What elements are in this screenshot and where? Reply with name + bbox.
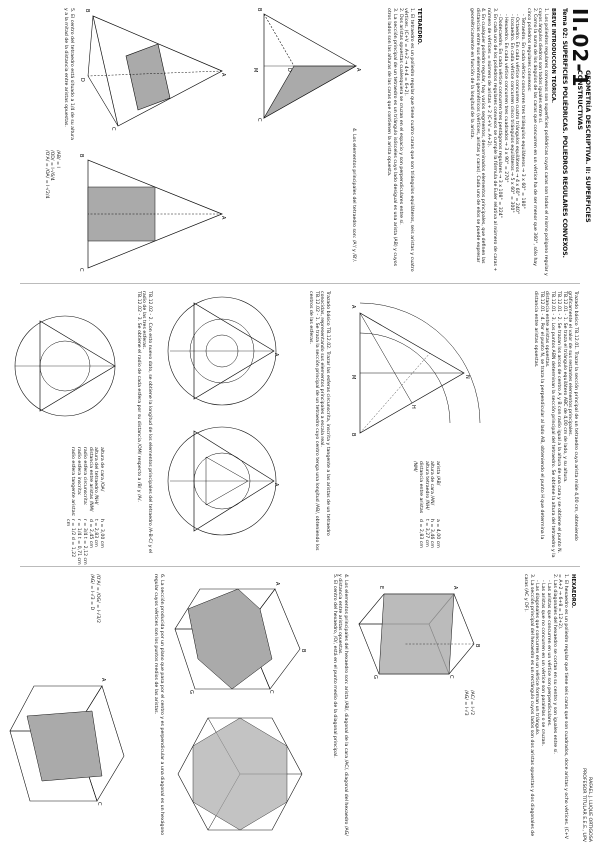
svg-text:B: B <box>84 9 90 13</box>
svg-text:G: G <box>188 690 194 694</box>
exercise-1-figure <box>340 293 490 453</box>
result-value: h = 3,46 cm <box>429 519 435 548</box>
tetrahedron-heading: TETRAEDRO. <box>416 8 422 45</box>
svg-text:A: A <box>100 678 106 682</box>
step: TB.12.01 - 1. Se traza el triángulo equilátero ABC de 4,00 cm de lado, y su altura. <box>561 291 567 483</box>
hexahedron-text-1 <box>522 574 568 840</box>
hexa-para: 3. La sección principal del hexaedro es un rectángulo cuyos lados son dos aristas opuestas y dos diagonales de caras (AC y DF). <box>523 574 534 837</box>
intro-para: 3. En cada uno de los poliedros regulares convexos se cumple la fórmula de Euler relativa al número de caras + número de vértices = número de aristas + 2 (C+V = A+2). <box>485 8 497 272</box>
hexa-para: 2. Las diagonales del hexaedro se cortan en su centro y son iguales entre sí. <box>551 574 557 754</box>
tetra-centre-note <box>63 8 74 143</box>
svg-text:B: B <box>300 649 306 653</box>
step: TB.12.01 - 4. Por el punto N, se traza la perpendicular al lado AB, obteniendo el punto H que determina la distancia entre aristas opuestas. <box>533 291 544 540</box>
formula: /AC/ = l·√2 <box>469 690 474 716</box>
svg-text:C: C <box>78 268 84 272</box>
exercise-2-spheres-figure <box>162 291 282 561</box>
result-label: distancia entre aristas /NM/ <box>412 461 423 514</box>
tetra-formulas <box>43 150 60 270</box>
svg-text:M: M <box>252 68 258 73</box>
result-value: d = 2,83 cm <box>417 519 423 548</box>
intro-text <box>468 8 548 278</box>
result-value: r = 1/4 t = 0,71 cm <box>76 519 82 565</box>
sheet-title: GEOMETRÍA DESCRIPTIVA. II: SUPERFICIES CONSTRUCTIVAS <box>576 70 592 223</box>
sheet-number: II.02-1 <box>568 8 592 88</box>
result-label: altura de cara /AN/ <box>429 461 435 506</box>
sheet-subtitle: Tema 02: SUPERFICIES POLIÉDRICAS. POLIEDROS REGULARES CONVEXOS. <box>561 8 568 258</box>
hexa-para: 1. El hexaedro es un poliedro regular que tiene seis caras que son cuadrados, doce aristas y ocho vértices. (C+V = A+2 → 6+8 = 12+2). <box>557 574 568 840</box>
svg-text:A: A <box>220 73 226 77</box>
hexahedron-figure-2 <box>170 574 310 704</box>
result-label: radio esfera tangente aristas: <box>70 447 76 517</box>
author-name: RAFAEL J. LUQUE ORTIGOSA <box>587 777 592 842</box>
intro-para: - Octaedro. En cada vértice concurren cuatro triángulos equiláteros → 4 x 60° = 240° <box>514 14 520 215</box>
svg-text:A: A <box>274 582 280 586</box>
result-label: arista /AB/ <box>435 461 440 486</box>
formula: /AG/ = l·√3 <box>463 690 469 716</box>
hexa-para: - Las aristas que concurren en un vértice son perpendiculares. <box>545 580 551 727</box>
svg-text:A: A <box>350 305 356 309</box>
result-value: r = 1/2 d = 1,22 cm <box>64 519 76 558</box>
svg-text:C: C <box>96 802 102 806</box>
hexa-para: 4. Los elementos principales del hexaedro son: arista /AB/, diagonal de la cara /AC/, diagonal del hexaedro /AG/ y distancia entre aristas opuestas. <box>337 574 348 836</box>
exercise-3-figure <box>10 291 120 441</box>
svg-text:C: C <box>268 690 274 694</box>
svg-text:G: G <box>372 675 378 679</box>
tetra-principal-elements <box>350 128 356 278</box>
svg-text:N: N <box>464 375 470 379</box>
tetra-para: 2. Dos aristas opuestas cualesquiera se cruzan en el espacio y son perpendiculares entre sí. <box>397 8 403 225</box>
svg-text:A: A <box>220 216 226 220</box>
svg-text:B: B <box>256 8 262 12</box>
svg-text:B: B <box>350 433 356 437</box>
tetrahedron-figure-2 <box>78 6 228 136</box>
step: TB.12.01 - 2. Se trazan los arcos de centro A y B con radio igual a la altura de una cara y se obtiene el punto N. <box>555 291 561 554</box>
svg-text:E: E <box>378 586 384 590</box>
hexahedron-figure-4 <box>7 666 132 816</box>
result-value: r = 3/4 t = 2,12 cm <box>81 519 87 565</box>
step: TB.12.02 - 1. Se traza la sección principal de un tetraedro cuyo centro tenga una longitud /AB/, obteniendo los centros de las esferas. <box>307 291 319 551</box>
author-block <box>581 726 592 842</box>
result-label: radio esfera circunscrita: <box>81 447 87 506</box>
intro-heading: BREVE INTRODUCCIÓN TEÓRICA. <box>550 8 556 103</box>
result-value: t = 3,27 cm <box>423 519 429 547</box>
hexahedron-figure-3 <box>170 708 310 840</box>
intro-para: - Dodecaedro. En cada vértice concurren tres pentágonos regulares → 3 x 108° = 324° <box>497 14 503 219</box>
intro-para: 1. Los poliedros regulares convexos son superficies poliédricas cuyas caras son todas el mismo polígono regular y cuyos ángulos diedros son todos iguales entre sí. <box>537 8 548 276</box>
hexa-formula-block <box>463 690 474 840</box>
svg-text:A: A <box>273 353 279 357</box>
formula: /AG/ = l·√3 = D <box>89 574 95 611</box>
exercise-1-steps <box>532 291 578 559</box>
formula: /O'A/ = /OG/ = l·√3/2 <box>95 574 100 623</box>
intro-para: - Tetraedro. En cada vértice concurren tres triángulos equiláteros → 3 x 60° = 180° <box>520 14 526 209</box>
hexahedron-figure-1 <box>354 574 484 684</box>
svg-text:A: A <box>355 68 361 72</box>
step: TB.12.02 - 3. Se obtiene el radio de cada esfera por su distancia /OM/ respecto a /B/ y /A/. <box>135 291 141 502</box>
hexa-formula-block-2 <box>89 574 100 664</box>
step: TB.12.02 - 2. Con esto nuevo dato, se obtiene la longitud de los elementos principales del tetraedro /A-B-C/ y el radio de las tres esferas. <box>141 291 152 554</box>
exercise-1-results-labels <box>411 461 440 515</box>
formula: /AB/ = l <box>55 150 60 168</box>
hexa-para: - Las aristas que no concurren en un vértice son paralelas o se cruzan. <box>540 580 546 747</box>
intro-para: - Hexaedro. En cada vértice concurren tres cuadrados → 3 x 90° = 270° <box>503 14 509 183</box>
hexa-para: - Las diagonales que concurren en un vértice forman un triángulo. <box>534 580 540 736</box>
intro-para: - Icosaedro. En cada vértice concurren cinco triángulos equiláteros → 5 x 60° = 300° <box>508 14 514 213</box>
svg-text:H: H <box>410 405 416 409</box>
svg-text:B: B <box>78 154 84 158</box>
svg-text:M: M <box>350 375 356 380</box>
tetra-para: 1. El tetraedro es un poliedro regular que tiene cuatro caras que son triángulos equiláteros, seis aristas y cuatro vértices. (C+V = A+2 → 4+4 = 6+2). <box>403 8 414 272</box>
tetra-para: 3. La sección principal de un tetraedro es un triángulo isósceles cuyo lado desigual es una arista (AB) y cuyos otros lados son las alturas de las caras que contienen la arista opuesta. <box>386 8 397 267</box>
formula: /O'A/ = /OA/ = l·√2/4 <box>43 150 49 199</box>
hexa-para: 6. La sección producida por un plano que pasa por el centro y es perpendicular a una diagonal es un hexágono regular cuyos vértices son los puntos medios de las aristas. <box>153 574 164 836</box>
intro-para: 4. En cualquier poliedro regular, hay varios segmentos, denominados elementos principales, que definen las distancias entre sus elementos geométricos (vértices, aristas y caras). Cada uno de ellos se puede expresar geométricamente en función de la longitud de la arista. <box>468 8 486 264</box>
svg-text:A: A <box>452 586 458 590</box>
exercise-2-results-labels <box>70 447 104 517</box>
step: TB.12.01 - 3. Los puntos ABN determinan la sección principal del tetraedro. Se obtiene la altura del tetraedro y la distancia entre aristas opuestas. <box>544 291 556 558</box>
result-value: t = 2,83 cm <box>93 519 99 547</box>
column-tetrahedron-theory <box>0 0 600 283</box>
exercise-1-results-values <box>417 519 440 564</box>
intro-para: 2. Como la suma de los ángulos de las caras que concurren en un vértice ha de ser menor que 360°, sólo hay cinco poliedros regulares convexos: <box>525 8 537 267</box>
svg-text:A: A <box>273 483 279 487</box>
result-label: distancia entre aristas /NM/ <box>87 447 93 512</box>
step: Trazado básico TB.12.02. Trazar las esferas circunscrita, inscrita y tangente a las aristas de un tetraedro conocidas, representando sus elementos principales a escala real. <box>319 291 330 536</box>
column-hexahedron <box>0 566 600 848</box>
hexahedron-text-2 <box>331 574 348 840</box>
result-label: altura de cara /OA/ <box>99 447 104 492</box>
result-label: altura tetraedro /NH/ <box>423 461 429 510</box>
result-label: altura del tetraedro /NH/ <box>93 447 99 505</box>
tetra-para: 4. Los elementos principales del tetraedro son: /A'/ y /B'/. <box>351 128 356 263</box>
exercise-2-more-steps <box>135 291 152 559</box>
step: Trazado básico TB.12.01. Trazar la sección principal de un tetraedro cuya arista mide 4,00 cm, obteniendo gráficamente el valor de sus restantes elementos principales. <box>567 291 578 541</box>
exercise-2-steps <box>307 291 330 559</box>
hexa-para: 5. El centro del hexaedro, /O/, está en el punto medio de la diagonal principal. <box>331 574 337 758</box>
result-value: a = 4,00 cm <box>435 519 440 548</box>
result-value: h = 3,00 cm <box>99 519 104 548</box>
column-tetrahedron-exercises <box>0 283 600 566</box>
svg-text:D: D <box>79 78 85 82</box>
result-value: d = 2,45 cm <box>87 519 93 548</box>
svg-text:C: C <box>256 118 262 122</box>
tetrahedron-text <box>385 8 414 278</box>
hexahedron-heading: HEXAEDRO. <box>570 574 576 609</box>
tetrahedron-figure-1 <box>244 6 364 126</box>
tetrahedron-figure-3 <box>68 150 228 278</box>
tetra-para: 5. El centro del tetraedro está situado a 1/4 de su altura y a la mitad de la distancia entre aristas opuestas. <box>63 8 74 140</box>
author-role: PROFESOR TITULAR E.E.E., UPV <box>581 768 587 842</box>
svg-text:C: C <box>448 675 454 679</box>
svg-text:B: B <box>474 644 480 648</box>
svg-text:D: D <box>286 68 292 72</box>
result-label: radio esfera inscrita: <box>76 447 82 496</box>
formula: /OD/ = l·√6/4 <box>49 150 55 181</box>
exercise-2-results-values <box>64 519 104 565</box>
svg-text:C: C <box>110 127 116 131</box>
hexahedron-text-3 <box>153 574 164 840</box>
